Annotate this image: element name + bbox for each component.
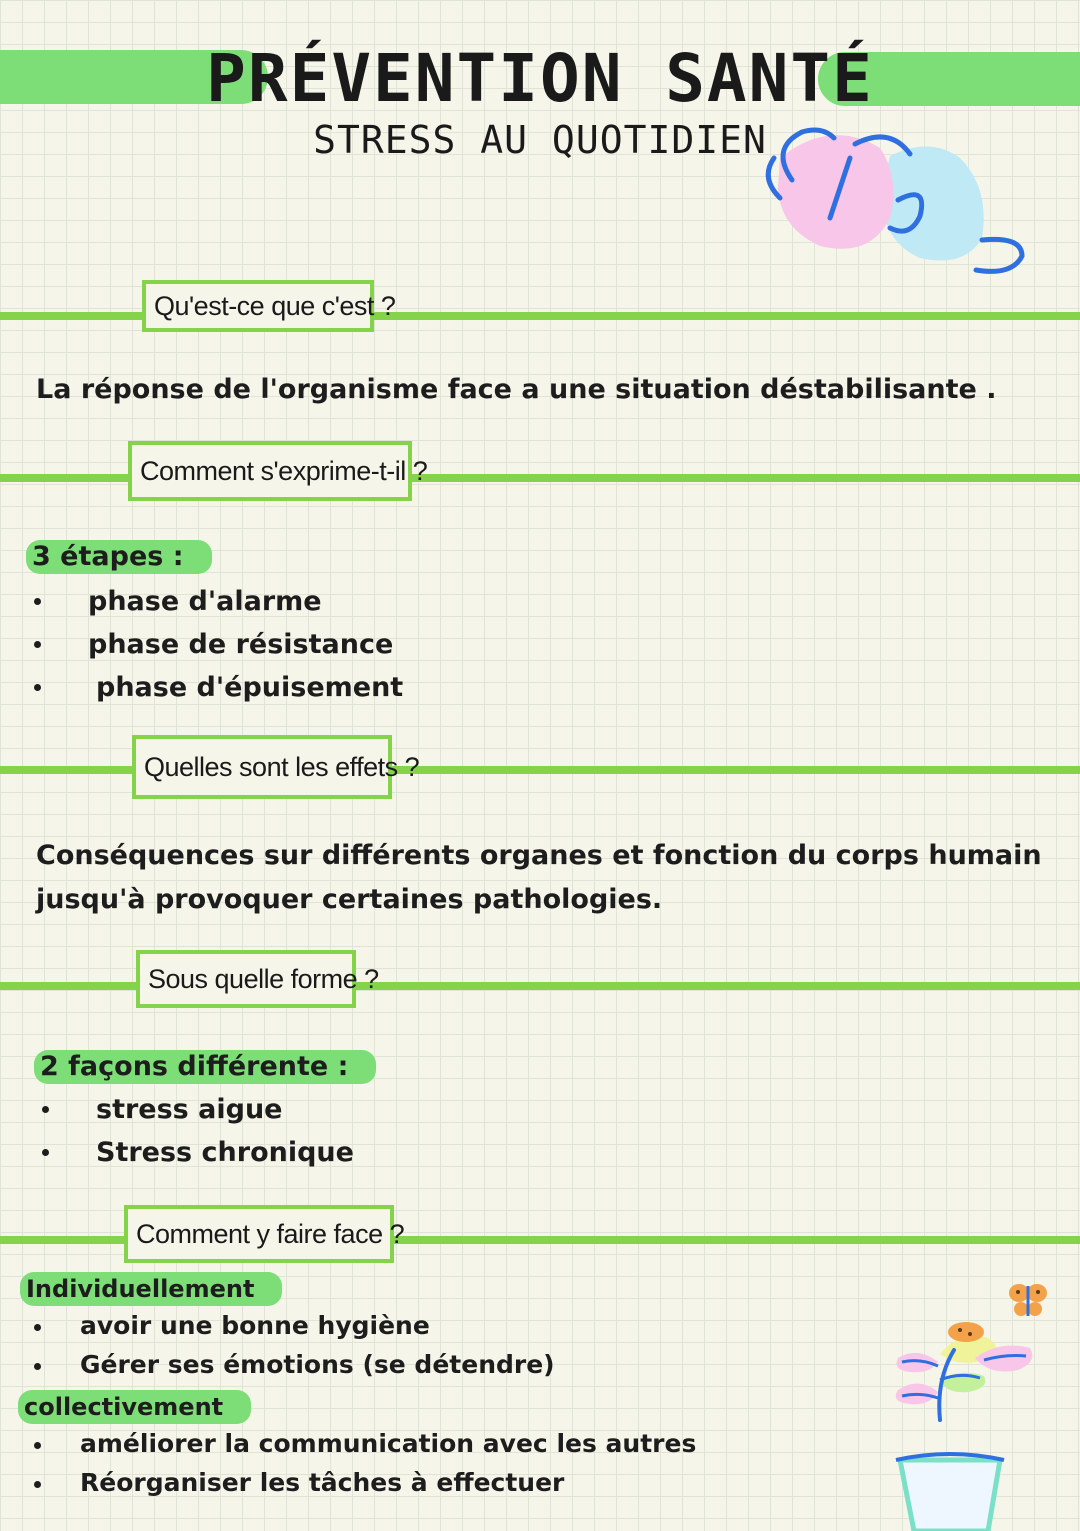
forms-label-wrap xyxy=(34,1050,376,1084)
mask-illustration xyxy=(750,118,1040,288)
effects-text xyxy=(36,834,1046,922)
steps-label: 3 étapes : xyxy=(26,540,212,574)
list-item: stress aigue xyxy=(36,1088,354,1131)
steps-list xyxy=(30,580,403,709)
section-heading-expression: Comment s'exprime-t-il ? xyxy=(128,441,412,501)
section-heading-forms: Sous quelle forme ? xyxy=(136,950,356,1008)
list-item: phase d'épuisement xyxy=(30,666,403,709)
forms-list xyxy=(36,1088,354,1174)
list-item: améliorer la communication avec les autres xyxy=(28,1424,696,1463)
list-item: phase d'alarme xyxy=(30,580,403,623)
individual-label-wrap xyxy=(20,1272,282,1306)
section-heading-effects: Quelles sont les effets ? xyxy=(132,735,392,799)
collective-list xyxy=(28,1424,696,1502)
list-item: Stress chronique xyxy=(36,1131,354,1174)
list-item: Réorganiser les tâches à effectuer xyxy=(28,1463,696,1502)
section-heading-definition: Qu'est-ce que c'est ? xyxy=(142,280,374,332)
individual-label: Individuellement xyxy=(20,1272,282,1306)
effects-line: jusqu'à provoquer certaines pathologies. xyxy=(36,884,663,915)
collective-label: collectivement xyxy=(18,1390,251,1424)
effects-line: Conséquences sur différents organes et fonction du corps humain xyxy=(36,840,1042,871)
page-title: PRÉVENTION SANTÉ xyxy=(206,40,874,117)
individual-list xyxy=(28,1306,555,1384)
section-heading-coping: Comment y faire face ? xyxy=(124,1205,394,1263)
definition-text: La réponse de l'organisme face a une situation déstabilisante . xyxy=(36,374,997,405)
list-item: Gérer ses émotions (se détendre) xyxy=(28,1345,555,1384)
page-subtitle: STRESS AU QUOTIDIEN xyxy=(313,118,767,162)
plant-illustration xyxy=(880,1310,1050,1531)
forms-label: 2 façons différente : xyxy=(34,1050,376,1084)
collective-label-wrap xyxy=(18,1390,251,1424)
list-item: avoir une bonne hygiène xyxy=(28,1306,555,1345)
steps-label-wrap xyxy=(26,540,212,574)
list-item: phase de résistance xyxy=(30,623,403,666)
